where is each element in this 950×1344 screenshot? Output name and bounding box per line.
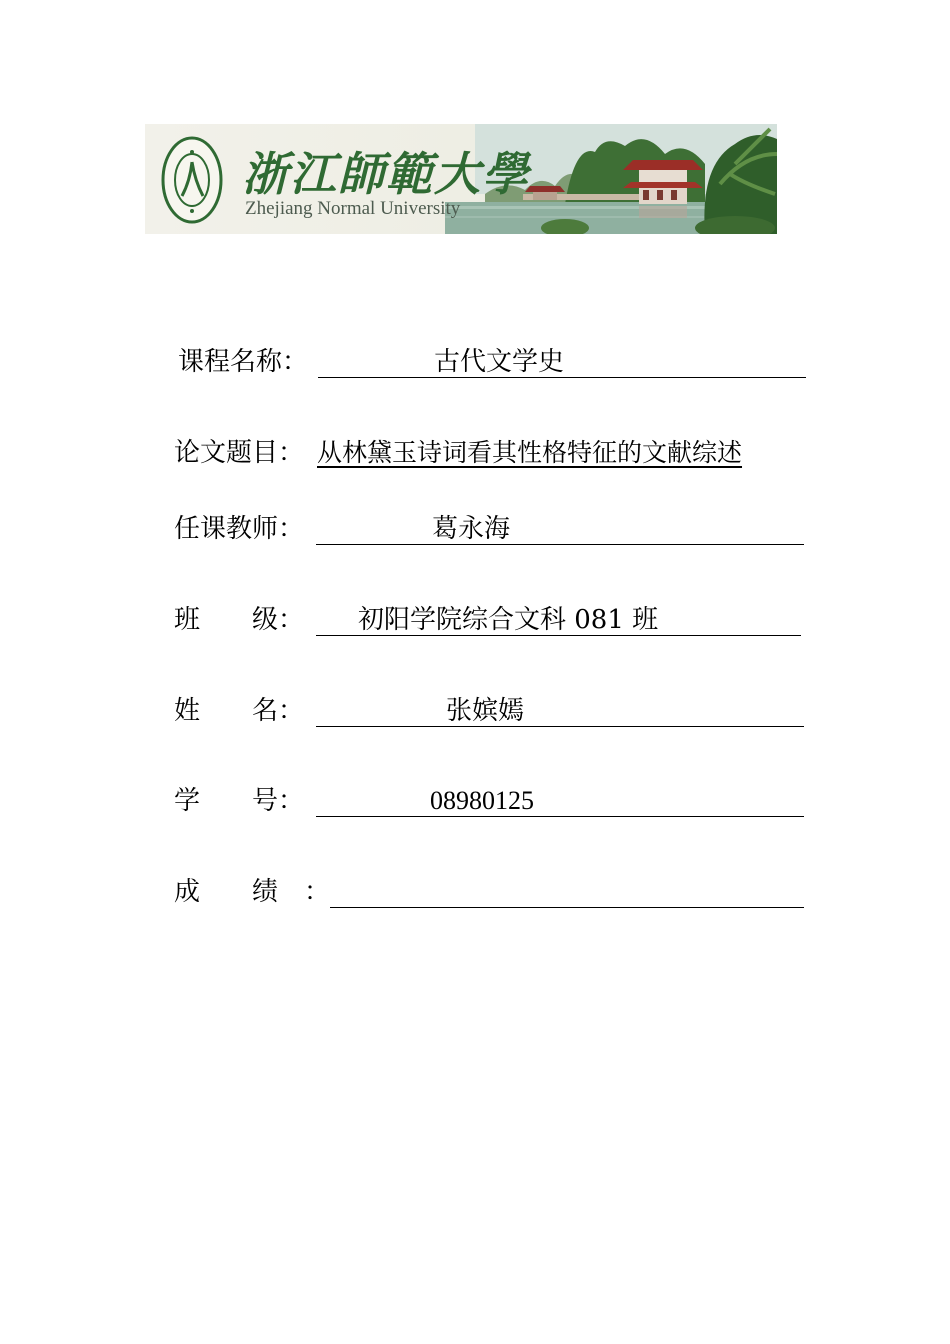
title-label: 论文题目： bbox=[174, 438, 305, 468]
class-value: 初阳学院综合文科 081 班 bbox=[358, 605, 659, 635]
title-value: 从林黛玉诗词看其性格特征的文献综述 bbox=[317, 438, 743, 467]
name-value: 张嫔嫣 bbox=[446, 696, 525, 726]
name-label: 姓 名： bbox=[174, 696, 305, 726]
university-name-chinese: 浙江師範大學 bbox=[242, 147, 530, 201]
class-label: 班 级： bbox=[174, 605, 305, 635]
teacher-label: 任课教师： bbox=[174, 514, 305, 544]
course-label: 课程名称： bbox=[178, 347, 309, 377]
grade-label: 成 绩 ： bbox=[174, 877, 331, 907]
teacher-value: 葛永海 bbox=[432, 514, 511, 544]
name-underline bbox=[316, 726, 804, 727]
student-id-underline bbox=[316, 816, 804, 817]
university-banner bbox=[145, 124, 777, 234]
university-seal-logo bbox=[161, 136, 223, 224]
course-value: 古代文学史 bbox=[434, 347, 565, 377]
student-id-label: 学 号： bbox=[174, 786, 305, 816]
student-id-value: 08980125 bbox=[430, 786, 534, 815]
teacher-underline bbox=[316, 544, 804, 545]
grade-underline bbox=[330, 907, 804, 908]
university-name-english: Zhejiang Normal University bbox=[245, 198, 461, 219]
